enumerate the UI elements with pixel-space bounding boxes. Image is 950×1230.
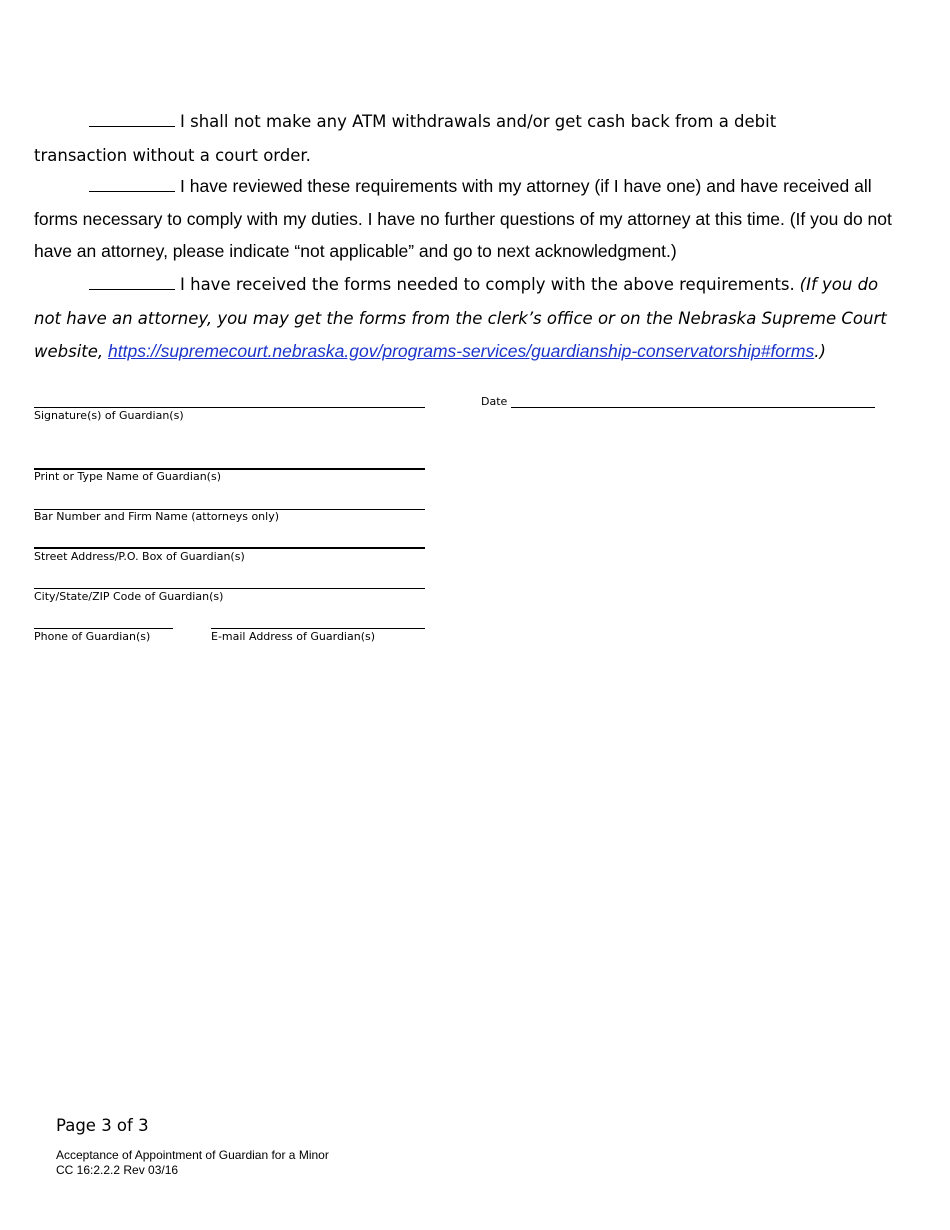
date-line[interactable] <box>511 407 875 408</box>
form-title: Acceptance of Appointment of Guardian for a Minor <box>56 1148 329 1162</box>
page-number: Page 3 of 3 <box>56 1116 149 1135</box>
city-state-zip-line[interactable] <box>34 588 425 589</box>
signature-label: Signature(s) of Guardian(s) <box>34 409 184 422</box>
email-label: E-mail Address of Guardian(s) <box>211 630 376 643</box>
atm-text-continued: transaction without a court order. <box>34 145 311 165</box>
phone-label: Phone of Guardian(s) <box>34 630 151 643</box>
initials-blank-atm[interactable] <box>89 109 175 127</box>
bar-number-label: Bar Number and Firm Name (attorneys only) <box>34 510 280 523</box>
forms-received-text: I have received the forms needed to comply with the above requirements. <box>180 275 795 294</box>
forms-closing: .) <box>814 342 826 361</box>
print-name-label: Print or Type Name of Guardian(s) <box>34 470 221 483</box>
signature-line[interactable] <box>34 407 425 408</box>
atm-text: I shall not make any ATM withdrawals and/or get cash back from a debit <box>180 112 777 131</box>
city-state-zip-label: City/State/ZIP Code of Guardian(s) <box>34 590 224 603</box>
street-address-label: Street Address/P.O. Box of Guardian(s) <box>34 550 245 563</box>
supreme-court-forms-link[interactable]: https://supremecourt.nebraska.gov/programs-services/guardianship-conservatorship#forms <box>108 341 815 361</box>
forms-received-acknowledgment <box>34 268 904 369</box>
atm-acknowledgment <box>34 105 904 172</box>
initials-blank-attorney[interactable] <box>89 174 175 192</box>
initials-blank-forms[interactable] <box>89 272 175 290</box>
forms-italic-note: (If you do not have an attorney, you may get the forms from the clerk’s office or on the Nebraska Supreme Court website, <box>34 275 887 361</box>
attorney-review-acknowledgment <box>34 170 904 268</box>
phone-line[interactable] <box>34 628 173 629</box>
date-label: Date <box>481 395 508 408</box>
street-address-line[interactable] <box>34 547 425 549</box>
form-code: CC 16:2.2.2 Rev 03/16 <box>56 1163 179 1177</box>
attorney-review-text: I have reviewed these requirements with my attorney (if I have one) and have received all forms necessary to comply with my duties. I have no further questions of my attorney at this time. (If you do not have an attorney, please indicate “not applicable” and go to next acknowledgment.) <box>34 176 892 261</box>
email-line[interactable] <box>211 628 425 629</box>
